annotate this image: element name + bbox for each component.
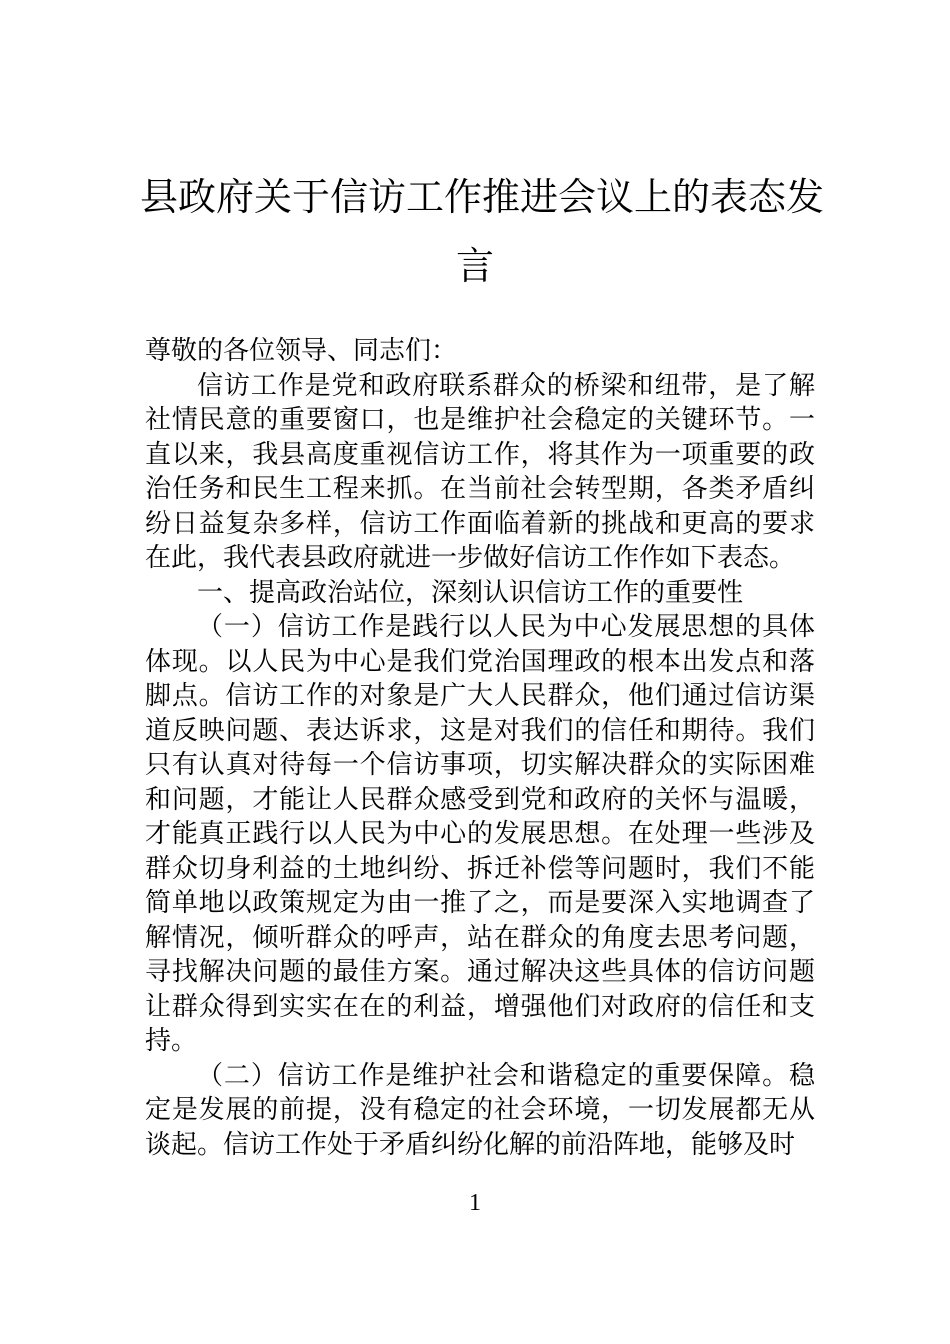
paragraph-subsection-2: （二）信访工作是维护社会和谐稳定的重要保障。稳定是发展的前提，没有稳定的社会环境，一切发展都无从谈起。信访工作处于矛盾纠纷化解的前沿阵地，能够及时 [145,1060,815,1160]
document-title-line-2: 言 [455,244,494,288]
document-body [145,334,815,1162]
greeting: 尊敬的各位领导、同志们： [145,336,458,366]
paragraph-intro: 信访工作是党和政府联系群众的桥梁和纽带，是了解社情民意的重要窗口，也是维护社会稳定的关键环节。一直以来，我县高度重视信访工作，将其作为一项重要的政治任务和民生工程来抓。在当前社会转型期，各类矛盾纠纷日益复杂多样，信访工作面临着新的挑战和更高的要求在此，我代表县政府就进一步做好信访工作作如下表态。 [145,370,815,573]
section-heading-1: 一、提高政治站位，深刻认识信访工作的重要性 [197,577,744,608]
page-number: 1 [469,1190,481,1216]
document-title-line-1: 县政府关于信访工作推进会议上的表态发 [140,175,825,219]
paragraph-subsection-1: （一）信访工作是践行以人民为中心发展思想的具体体现。以人民为中心是我们党治国理政的根本出发点和落脚点。信访工作的对象是广大人民群众，他们通过信访渠道反映问题、表达诉求，这是对我们的信任和期待。我们只有认真对待每一个信访事项，切实解决群众的实际困难和问题，才能让人民群众感受到党和政府的关怀与温暖，才能真正践行以人民为中心的发展思想。在处理一些涉及群众切身利益的土地纠纷、拆迁补偿等问题时，我们不能简单地以政策规定为由一推了之，而是要深入实地调查了解情况，倾听群众的呼声，站在群众的角度去思考问题，寻找解决问题的最佳方案。通过解决这些具体的信访问题让群众得到实实在在的利益，增强他们对政府的信任和支持。 [145,612,815,1056]
